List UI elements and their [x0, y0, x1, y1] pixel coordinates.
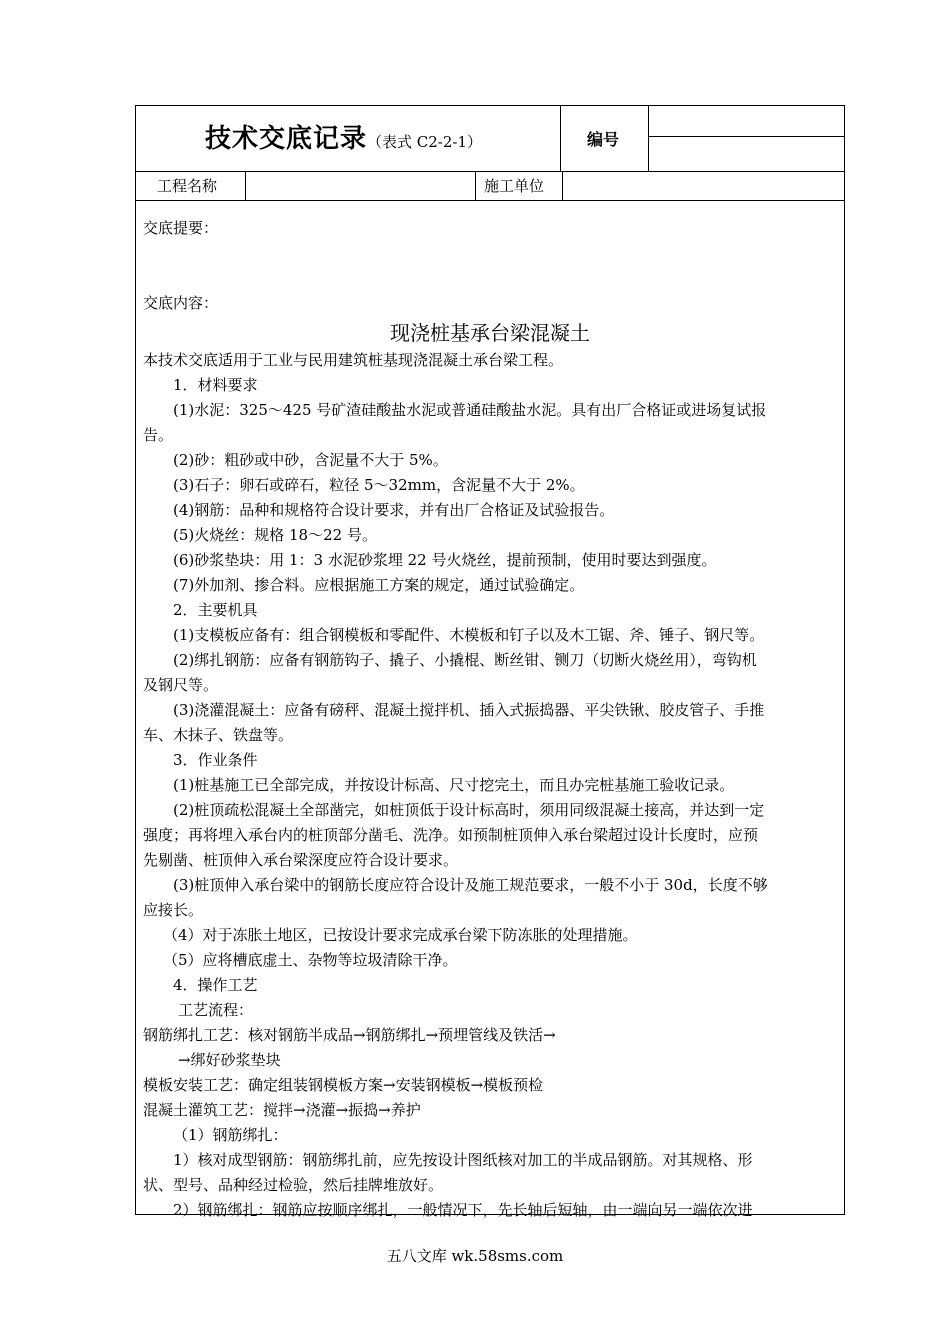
- text-line: (1)桩基施工已全部完成，并按设计标高、尺寸挖完土，而且办完桩基施工验收记录。: [173, 776, 735, 794]
- number-label: 编号: [587, 130, 620, 149]
- text-line: (1)水泥：325～425 号矿渣硅酸盐水泥或普通硅酸盐水泥。具有出厂合格证或进场复试报: [173, 401, 767, 419]
- form-title: [205, 118, 482, 155]
- row-divider-project: [135, 200, 845, 201]
- spacer: [143, 266, 837, 291]
- construction-unit-label: 施工单位: [484, 177, 545, 195]
- text-line: 2）钢筋绑扎：钢筋应按顺序绑扎，一般情况下，先长轴后短轴，由一端向另一端依次进: [173, 1201, 753, 1219]
- text-line: 状、型号、品种经过检验，然后挂牌堆放好。: [143, 1176, 444, 1194]
- text-line: 本技术交底适用于工业与民用建筑桩基现浇混凝土承台梁工程。: [143, 351, 564, 369]
- text-line: (1)支模板应备有：组合钢模板和零配件、木模板和钉子以及木工锯、斧、锤子、钢尺等。: [173, 626, 765, 644]
- text-line: (2)砂：粗砂或中砂，含泥量不大于 5%。: [173, 451, 448, 469]
- text-line: 钢筋绑扎工艺：核对钢筋半成品→钢筋绑扎→预埋管线及铁活→: [143, 1026, 556, 1044]
- spacer: [143, 241, 837, 266]
- content-label: 交底内容：: [143, 294, 219, 312]
- text-line: 先剔凿、桩顶伸入承台梁深度应符合设计要求。: [143, 851, 459, 869]
- text-line: (3)石子：卵石或碎石，粒径 5～32mm，含泥量不大于 2%。: [173, 476, 585, 494]
- text-line: →绑好砂浆垫块: [178, 1051, 281, 1069]
- text-line: （5）应将槽底虚土、杂物等垃圾清除干净。: [163, 951, 458, 969]
- text-line: (5)火烧丝：规格 18～22 号。: [173, 526, 377, 544]
- footer-watermark: 五八文库 wk.58sms.com: [386, 1247, 564, 1265]
- project-name-value[interactable]: [250, 175, 470, 197]
- text-line: 及钢尺等。: [143, 676, 219, 694]
- briefing-body: [143, 216, 837, 1223]
- text-line: 模板安装工艺：确定组装钢模板方案→安装钢模板→模板预检: [143, 1076, 544, 1094]
- document-heading: 现浇桩基承台梁混凝土: [390, 321, 590, 345]
- project-col-divider-2: [475, 171, 476, 200]
- summary-label: 交底提要：: [143, 219, 219, 237]
- header-col-divider-1: [560, 105, 561, 171]
- text-line: (3)浇灌混凝土：应备有磅秤、混凝土搅拌机、插入式振捣器、平尖铁锹、胶皮管子、手推: [173, 701, 765, 719]
- form-title-text: 技术交底记录: [205, 124, 368, 154]
- text-line: 工艺流程：: [178, 1001, 254, 1019]
- section-heading: 1．材料要求: [173, 376, 258, 394]
- section-heading: 3．作业条件: [173, 751, 258, 769]
- number-field-divider: [648, 136, 845, 137]
- project-col-divider-1: [245, 171, 246, 200]
- text-line: (4)钢筋：品种和规格符合设计要求，并有出厂合格证及试验报告。: [173, 501, 615, 519]
- row-divider-header: [135, 171, 845, 172]
- text-line: 强度；再将埋入承台内的桩顶部分凿毛、洗净。如预制桩顶伸入承台梁超过设计长度时，应预: [143, 826, 759, 844]
- form-subtitle: （表式 C2-2-1）: [367, 133, 483, 151]
- text-line: （4）对于冻胀土地区，已按设计要求完成承台梁下防冻胀的处理措施。: [163, 926, 638, 944]
- text-line: (6)砂浆垫块：用 1：3 水泥砂浆埋 22 号火烧丝，提前预制，使用时要达到强度。: [173, 551, 717, 569]
- text-line: (3)桩顶伸入承台梁中的钢筋长度应符合设计及施工规范要求，一般不小于 30d，长度不够: [173, 876, 768, 894]
- text-line: （1）钢筋绑扎：: [173, 1126, 288, 1144]
- project-col-divider-3: [562, 171, 563, 200]
- header-col-divider-2: [648, 105, 649, 171]
- text-line: (2)桩顶疏松混凝土全部凿完，如桩顶低于设计标高时，须用同级混凝土接高，并达到一定: [173, 801, 765, 819]
- text-line: 应接长。: [143, 901, 204, 919]
- text-line: 1）核对成型钢筋：钢筋绑扎前，应先按设计图纸核对加工的半成品钢筋。对其规格、形: [173, 1151, 753, 1169]
- section-heading: 2．主要机具: [173, 601, 258, 619]
- project-name-label: 工程名称: [157, 177, 218, 195]
- text-line: 告。: [143, 426, 174, 444]
- construction-unit-value[interactable]: [567, 175, 839, 197]
- text-line: 混凝土灌筑工艺：搅拌→浇灌→振捣→养护: [143, 1101, 421, 1119]
- text-line: (7)外加剂、掺合料。应根据施工方案的规定，通过试验确定。: [173, 576, 585, 594]
- section-heading: 4．操作工艺: [173, 976, 258, 994]
- text-line: (2)绑扎钢筋：应备有钢筋钩子、撬子、小撬棍、断丝钳、铡刀（切断火烧丝用），弯钩机: [173, 651, 757, 669]
- text-line: 车、木抹子、铁盘等。: [143, 726, 294, 744]
